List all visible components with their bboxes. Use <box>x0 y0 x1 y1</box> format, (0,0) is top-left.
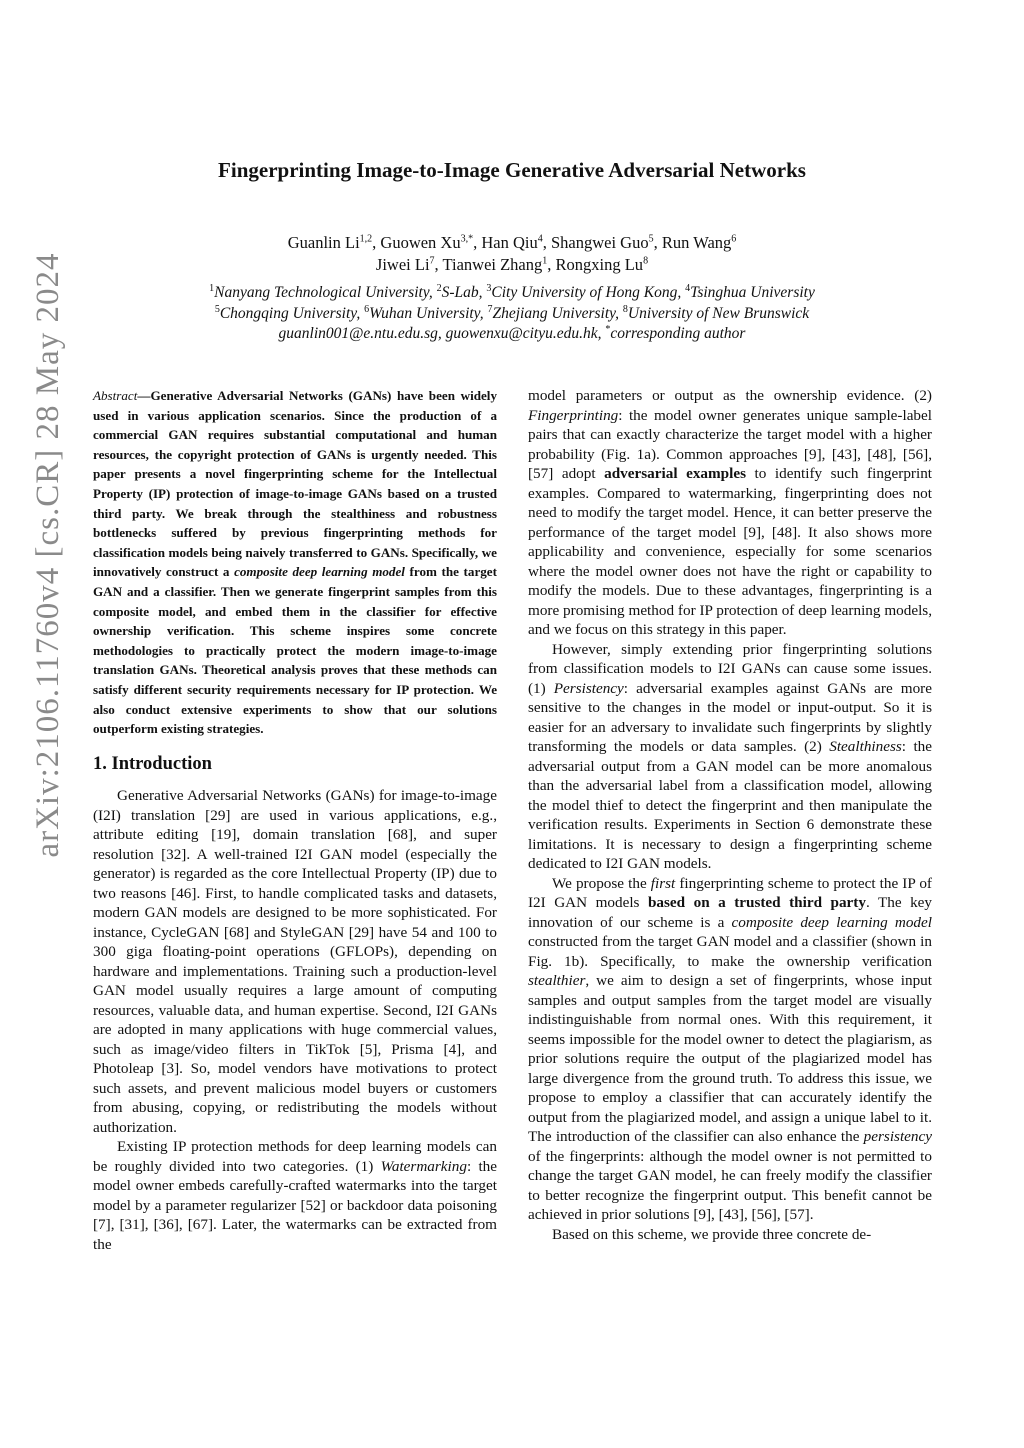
author-sup: 6 <box>731 233 737 245</box>
affil-sup: 3 <box>486 282 492 294</box>
emphasis-first: first <box>650 874 676 892</box>
author-name: Han Qiu <box>481 233 538 252</box>
author-sup: 8 <box>643 255 649 267</box>
author-name: Shangwei Guo <box>550 233 649 252</box>
affiliations <box>100 283 924 345</box>
affiliation: Nanyang Technological University <box>214 284 429 301</box>
arxiv-identifier[interactable]: arXiv:2106.11760v4 [cs.CR] 28 May 2024 <box>30 252 66 858</box>
paper-title: Fingerprinting Image-to-Image Generative Adversarial Networks <box>218 158 806 182</box>
affiliation: Chongqing University <box>219 304 357 322</box>
author-sup: 1,2 <box>359 233 373 245</box>
paragraph-text: model parameters or output as the ownership evidence. (2) <box>528 387 932 404</box>
author-name: Rongxing Lu <box>555 255 644 274</box>
author-emails[interactable]: guanlin001@e.ntu.edu.sg, guowenxu@cityu.edu.hk, <box>278 325 602 342</box>
paragraph-text: : the model owner embeds carefully-crafted watermarks into the target model by a parameter regularizer [52] or backdoor data poisoning [7], [31], [36], [67]. Later, the watermarks can be extracted from the <box>93 1157 497 1253</box>
affiliation: University of New Brunswick <box>627 304 810 322</box>
term-stealthiness: Stealthiness <box>829 738 902 755</box>
authors-line-1: Guanlin Li$^{1,2}$, Guowen $Xu^{3,*}$, Han Qiu$^4$, Shangwei Guo$^5$, Run Wang$^6$ <box>287 233 737 252</box>
corresponding-sup: * <box>605 323 611 335</box>
paragraph-text: Existing IP protection methods for deep learning models can be roughly divided into two categories. (1) <box>93 1138 497 1175</box>
affil-sup: 8 <box>622 303 628 315</box>
term-watermarking: Watermarking <box>380 1157 467 1175</box>
bold-trusted-third-party: based on a trusted third party <box>647 894 866 911</box>
author-sup: 5 <box>648 233 654 245</box>
affiliations-line-2: $^5$Chongqing University, $^6$Wuhan University, $^7$Zhejiang University, $^8$University of New Brunswick <box>214 303 810 322</box>
author-name: Tianwei Zhang <box>442 255 543 274</box>
corresponding-note: corresponding author <box>610 325 746 342</box>
paragraph-text: : the model owner generates unique sample-label pairs that can exactly characterize the target model with a higher probability (Fig. 1a). Common approaches [9], [43], [48], [56], [57] adopt <box>528 406 932 482</box>
abstract-text: from the target GAN and a classifier. Then we generate fingerprint samples from this composite model, and embed them in the classifier for effective ownership verification. This scheme inspires some concrete methodologies to practically protect the modern image-to-image translation GANs. Theoretical analysis proves that these methods can satisfy different security requirements necessary for IP protection. We also conduct extensive experiments to show that our solutions outperform existing strategies. <box>93 564 497 737</box>
emphasis-stealthier: stealthier <box>528 972 586 989</box>
right-paragraph-3 <box>528 874 932 1225</box>
affiliation: Wuhan University <box>369 304 480 322</box>
emphasis-persistency: persistency <box>863 1128 932 1145</box>
abstract-text: —Generative Adversarial Networks (GANs) have been widely used in various application scenarios. Since the production of a commercial GAN requires substantial computational and human resources, the copyright protection of GANs is urgently needed. This paper presents a novel fingerprinting scheme for the Intellectual Property (IP) protection of image-to-image GANs based on a trusted third party. We break through the stealthiness and robustness bottlenecks suffered by previous fingerprinting methods for classification models being naively transferred to GANs. Specifically, we innovatively construct a <box>93 388 497 580</box>
right-paragraph-4: Based on this scheme, we provide three concrete de- <box>552 1225 872 1243</box>
right-column <box>528 386 932 1244</box>
abstract-emphasis: composite deep learning model <box>234 564 405 580</box>
paragraph-text: However, simply extending prior fingerprinting solutions from classification models to I2I GANs can cause some issues. (1) <box>528 640 932 697</box>
abstract-label: Abstract <box>93 388 138 403</box>
affil-sup: 7 <box>487 303 493 315</box>
affiliation: Zhejiang University <box>492 304 616 322</box>
affil-sup: 2 <box>436 282 442 294</box>
author-name: Guanlin Li <box>287 233 360 252</box>
bold-adversarial-examples: adversarial examples <box>604 465 746 482</box>
right-paragraph-2 <box>528 640 932 874</box>
affil-sup: 4 <box>685 282 691 294</box>
affiliation: S-Lab <box>441 284 479 301</box>
affiliation: Tsinghua University <box>690 284 815 301</box>
affil-sup: 6 <box>364 303 370 315</box>
left-column <box>93 386 497 1254</box>
authors-line-2: Jiwei Li$^7$, Tianwei Zhang$^1$, Rongxing Lu$^8$ <box>375 255 649 274</box>
paragraph-text: to identify such fingerprint examples. Compared to watermarking, fingerprinting does not need to modify the target model. Hence, it can better preserve the performance of the target model [9], [48]. It also shows more applicability and convenience, especially for some scenarios where the model owner does not have the right or capability to modify the models. Due to these advantages, fingerprinting is a more promising method for IP protection of deep learning models, and we focus on this strategy in this paper. <box>528 465 933 638</box>
term-fingerprinting: Fingerprinting <box>528 406 619 424</box>
paragraph-text: of the fingerprints: although the model owner is not permitted to change the target GAN model, he can freely modify the classifier to better recognize the fingerprint output. This benefit cannot be achieved in prior solutions [9], [43], [56], [57]. <box>528 1147 932 1223</box>
author-name: Guowen Xu <box>380 233 461 252</box>
affil-sup: 5 <box>214 303 220 315</box>
term-persistency: Persistency <box>553 679 624 697</box>
right-paragraph-1 <box>528 386 932 640</box>
emphasis-composite-model: composite deep learning model <box>731 913 932 931</box>
paragraph-text: constructed from the target GAN model and a classifier (shown in Fig. 1b). Specifically, to make the ownership verification <box>528 933 932 970</box>
paragraph-text: : adversarial examples against GANs are more sensitive to the changes in the model or input-output. So it is easier for an adversary to invalidate such fingerprints by slightly transforming the models or data samples. (2) <box>528 679 932 755</box>
author-sup: 7 <box>429 255 435 267</box>
author-sup: 3,* <box>460 233 474 245</box>
paragraph-text: We propose the <box>552 874 651 892</box>
intro-paragraph-2 <box>93 1137 497 1254</box>
affiliation: City University of Hong Kong <box>491 284 678 301</box>
paragraph-text: fingerprinting scheme to protect the IP of I2I GAN models <box>528 874 932 911</box>
paragraph-text: : the adversarial output from a GAN model can be more anomalous than the adversarial label from a classification model, allowing the model thief to detect the fingerprint and then manipulate the verification results. Experiments in Section 6 demonstrate these limitations. It is necessary to design a fingerprinting scheme dedicated to I2I GAN models. <box>528 738 932 872</box>
author-sup: 1 <box>542 255 548 267</box>
author-name: Run Wang <box>661 233 732 252</box>
author-sup: 4 <box>537 233 543 245</box>
author-name: Jiwei Li <box>375 255 430 274</box>
paragraph-text: , we aim to design a set of fingerprints, whose input samples and output samples from the target model are visually indistinguishable from normal ones. With this requirement, it seems impossible for the model owner to detect the plagiarism, as prior solutions require the output of the plagiarized model has large divergence from the ground truth. To address this issue, we propose to employ a classifier that can accurately identify the output from the plagiarized model, and assign a unique label to it. The introduction of the classifier can also enhance the <box>528 972 932 1145</box>
section-heading-introduction: 1. Introduction <box>93 753 212 774</box>
affil-sup: 1 <box>209 282 215 294</box>
author-list <box>100 232 924 276</box>
abstract <box>93 386 497 739</box>
affiliations-line-1: $^1$Nanyang Technological University, $^2$S-Lab, $^3$City University of Hong Kong, $^4$Tsinghua University <box>209 282 815 301</box>
contact-line <box>100 324 924 345</box>
intro-paragraph-1: Generative Adversarial Networks (GANs) for image-to-image (I2I) translation [29] are used in various applications, e.g., attribute editing [19], domain translation [68], and super resolution [32]. A well-trained I2I GAN model (especially the generator) is regarded as the core Intellectual Property (IP) due to two reasons [46]. First, to handle complicated tasks and datasets, modern GAN models are designed to be more sophisticated. For instance, CycleGAN [68] and StyleGAN [29] have 54 and 100 to 300 giga floating-point operations (GFLOPs), depending on hardware and implementations. Training such a production-level GAN model usually requires a large amount of computing resources, valuable data, and human expertise. Second, I2I GANs are adopted in many applications with huge commercial values, such as image/video filters in TikTok [5], Prisma [4], and Photoleap [3]. So, model vendors have motivations to protect such assets, and prevent malicious model buyers or customers from abusing, copying, or redistributing the models without authorization. <box>93 787 497 1136</box>
paragraph-text: . The key innovation of our scheme is a <box>528 894 932 931</box>
